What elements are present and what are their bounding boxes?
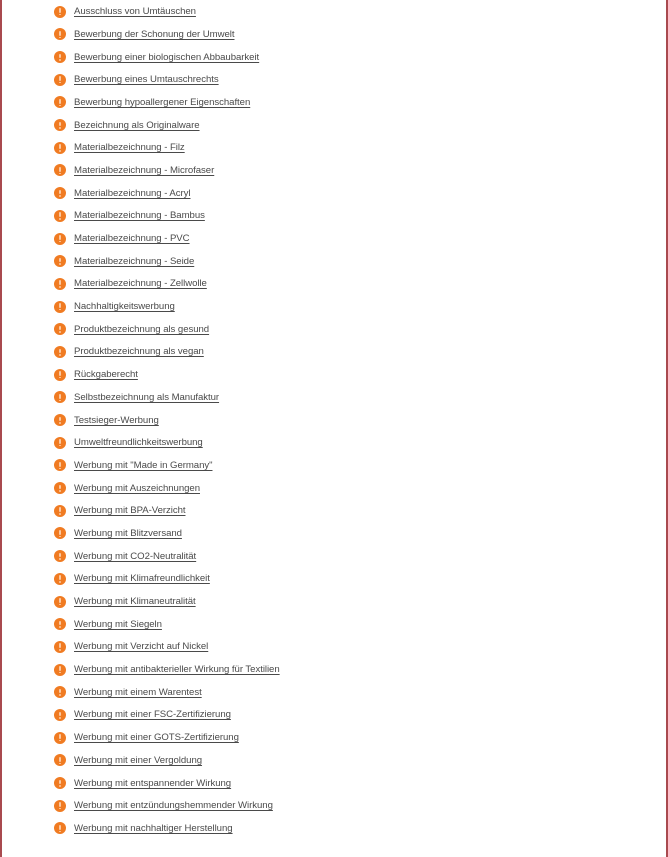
list-item xyxy=(54,227,280,250)
exclamation-circle-icon xyxy=(54,391,66,403)
topic-link[interactable]: Werbung mit CO2-Neutralität xyxy=(74,550,197,562)
exclamation-circle-icon xyxy=(54,6,66,18)
exclamation-circle-icon xyxy=(54,527,66,539)
list-item xyxy=(54,658,280,681)
exclamation-circle-icon xyxy=(54,822,66,834)
list-item xyxy=(54,23,280,46)
list-item xyxy=(54,409,280,432)
topic-link[interactable]: Werbung mit einer GOTS-Zertifizierung xyxy=(74,732,239,744)
topic-link[interactable]: Werbung mit nachhaltiger Herstellung xyxy=(74,822,233,834)
list-item xyxy=(54,477,280,500)
exclamation-circle-icon xyxy=(54,74,66,86)
topic-link[interactable]: Werbung mit entspannender Wirkung xyxy=(74,777,232,789)
exclamation-circle-icon xyxy=(54,754,66,766)
list-item xyxy=(54,749,280,772)
list-item xyxy=(54,636,280,659)
topic-link[interactable]: Werbung mit Klimafreundlichkeit xyxy=(74,573,210,585)
topic-link[interactable]: Werbung mit Blitzversand xyxy=(74,527,182,539)
topic-link[interactable]: Testsieger-Werbung xyxy=(74,414,159,426)
topic-link[interactable]: Materialbezeichnung - Seide xyxy=(74,255,195,267)
exclamation-circle-icon xyxy=(54,346,66,358)
topic-link[interactable]: Bewerbung eines Umtauschrechts xyxy=(74,74,219,86)
exclamation-circle-icon xyxy=(54,709,66,721)
topic-link[interactable]: Werbung mit Verzicht auf Nickel xyxy=(74,641,209,653)
topic-link[interactable]: Materialbezeichnung - PVC xyxy=(74,233,190,245)
topic-link[interactable]: Bezeichnung als Originalware xyxy=(74,119,200,131)
list-item xyxy=(54,114,280,137)
exclamation-circle-icon xyxy=(54,550,66,562)
list-item xyxy=(54,431,280,454)
exclamation-circle-icon xyxy=(54,119,66,131)
topic-link[interactable]: Selbstbezeichnung als Manufaktur xyxy=(74,391,220,403)
list-item xyxy=(54,613,280,636)
topic-link[interactable]: Materialbezeichnung - Zellwolle xyxy=(74,278,207,290)
topic-link[interactable]: Werbung mit Auszeichnungen xyxy=(74,482,200,494)
topic-link[interactable]: Materialbezeichnung - Microfaser xyxy=(74,164,215,176)
exclamation-circle-icon xyxy=(54,800,66,812)
list-item xyxy=(54,46,280,69)
list-item xyxy=(54,204,280,227)
list-item xyxy=(54,522,280,545)
topic-link[interactable]: Werbung mit Klimaneutralität xyxy=(74,596,196,608)
list-item xyxy=(54,182,280,205)
topic-link[interactable]: Materialbezeichnung - Filz xyxy=(74,142,185,154)
list-item xyxy=(54,817,280,840)
exclamation-circle-icon xyxy=(54,28,66,40)
topic-link[interactable]: Produktbezeichnung als gesund xyxy=(74,323,210,335)
list-item xyxy=(54,704,280,727)
list-item xyxy=(54,567,280,590)
topic-link[interactable]: Materialbezeichnung - Bambus xyxy=(74,210,205,222)
exclamation-circle-icon xyxy=(54,459,66,471)
list-item xyxy=(54,68,280,91)
exclamation-circle-icon xyxy=(54,686,66,698)
list-item xyxy=(54,726,280,749)
exclamation-circle-icon xyxy=(54,505,66,517)
exclamation-circle-icon xyxy=(54,164,66,176)
exclamation-circle-icon xyxy=(54,96,66,108)
topic-link[interactable]: Bewerbung hypoallergener Eigenschaften xyxy=(74,96,251,108)
exclamation-circle-icon xyxy=(54,210,66,222)
exclamation-circle-icon xyxy=(54,187,66,199)
list-item xyxy=(54,454,280,477)
list-item xyxy=(54,295,280,318)
topic-link[interactable]: Ausschluss von Umtäuschen xyxy=(74,6,196,18)
list-item xyxy=(54,794,280,817)
topic-link[interactable]: Werbung mit BPA-Verzicht xyxy=(74,505,186,517)
list-item xyxy=(54,499,280,522)
exclamation-circle-icon xyxy=(54,369,66,381)
topic-link[interactable]: Werbung mit einem Warentest xyxy=(74,686,202,698)
topic-link[interactable]: Werbung mit entzündungshemmender Wirkung xyxy=(74,800,273,812)
list-item xyxy=(54,250,280,273)
list-item xyxy=(54,273,280,296)
exclamation-circle-icon xyxy=(54,301,66,313)
topic-link[interactable]: Produktbezeichnung als vegan xyxy=(74,346,204,358)
list-item xyxy=(54,363,280,386)
list-item xyxy=(54,318,280,341)
list-item xyxy=(54,341,280,364)
topic-link[interactable]: Materialbezeichnung - Acryl xyxy=(74,187,191,199)
topic-link[interactable]: Werbung mit Siegeln xyxy=(74,618,162,630)
topic-link[interactable]: Umweltfreundlichkeitswerbung xyxy=(74,437,203,449)
exclamation-circle-icon xyxy=(54,278,66,290)
exclamation-circle-icon xyxy=(54,51,66,63)
topic-link[interactable]: Werbung mit "Made in Germany" xyxy=(74,459,213,471)
topic-link-list xyxy=(54,0,280,839)
list-item xyxy=(54,0,280,23)
list-item xyxy=(54,91,280,114)
exclamation-circle-icon xyxy=(54,573,66,585)
list-item xyxy=(54,590,280,613)
exclamation-circle-icon xyxy=(54,641,66,653)
exclamation-circle-icon xyxy=(54,414,66,426)
topic-link[interactable]: Rückgaberecht xyxy=(74,369,138,381)
topic-link[interactable]: Werbung mit einer Vergoldung xyxy=(74,754,203,766)
topic-link[interactable]: Bewerbung einer biologischen Abbaubarkeit xyxy=(74,51,260,63)
list-item xyxy=(54,159,280,182)
topic-link[interactable]: Nachhaltigkeitswerbung xyxy=(74,301,175,313)
list-item xyxy=(54,386,280,409)
exclamation-circle-icon xyxy=(54,233,66,245)
exclamation-circle-icon xyxy=(54,664,66,676)
list-item xyxy=(54,136,280,159)
exclamation-circle-icon xyxy=(54,618,66,630)
exclamation-circle-icon xyxy=(54,482,66,494)
exclamation-circle-icon xyxy=(54,255,66,267)
exclamation-circle-icon xyxy=(54,142,66,154)
topic-link[interactable]: Bewerbung der Schonung der Umwelt xyxy=(74,28,235,40)
exclamation-circle-icon xyxy=(54,732,66,744)
list-item xyxy=(54,545,280,568)
exclamation-circle-icon xyxy=(54,323,66,335)
exclamation-circle-icon xyxy=(54,596,66,608)
list-item xyxy=(54,772,280,795)
topic-link[interactable]: Werbung mit einer FSC-Zertifizierung xyxy=(74,709,231,721)
exclamation-circle-icon xyxy=(54,437,66,449)
exclamation-circle-icon xyxy=(54,777,66,789)
list-item xyxy=(54,681,280,704)
topic-link[interactable]: Werbung mit antibakterieller Wirkung für Textilien xyxy=(74,664,280,676)
